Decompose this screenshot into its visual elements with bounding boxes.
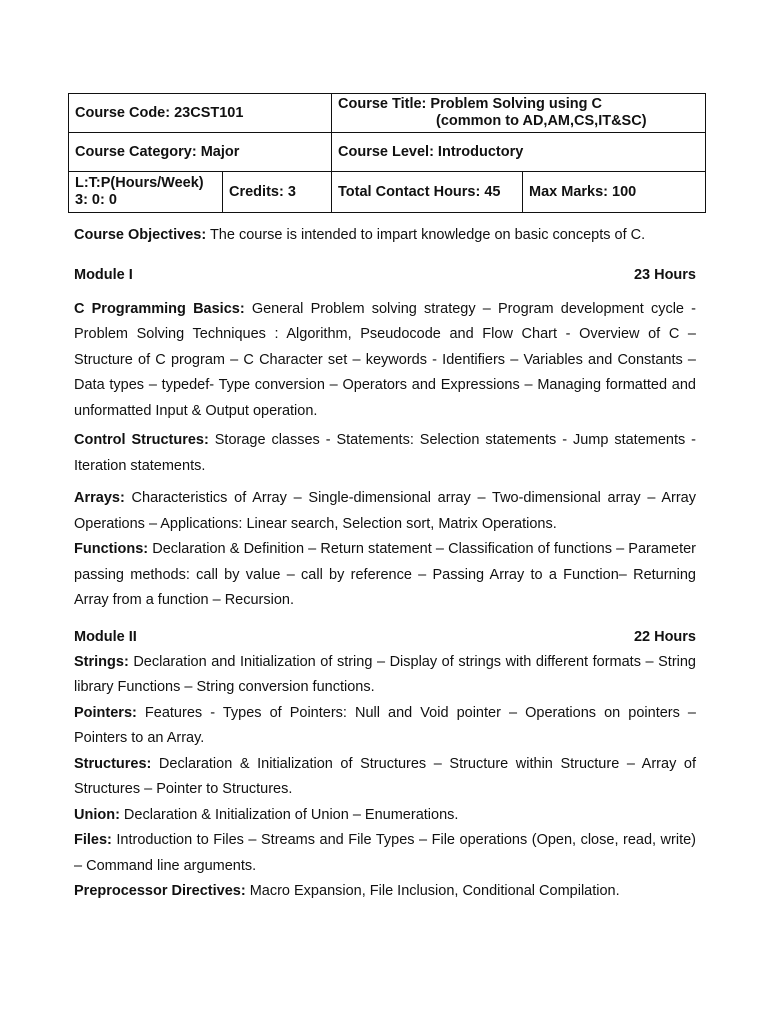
objectives-label: Course Objectives:: [74, 227, 207, 243]
topic-text: Declaration and Initialization of string – Display of strings with different formats – String library Functions – String conversion functions.: [74, 653, 696, 695]
topic-text: Introduction to Files – Streams and File Types – File operations (Open, close, read, write) – Command line arguments.: [74, 832, 696, 874]
topic-text: Declaration & Definition – Return statement – Classification of functions – Parameter passing methods: call by value – call by reference – Passing Array to a Function– Returning Array from a function – Recursion.: [74, 541, 696, 608]
topic-paragraph: [74, 803, 696, 829]
topic-label: Union:: [74, 806, 120, 823]
topic-paragraph: [74, 828, 696, 879]
course-title-line: Course Title: Problem Solving using C: [338, 96, 603, 112]
topic-label: C Programming Basics:: [74, 300, 245, 317]
objectives-text: The course is intended to impart knowledge on basic concepts of C.: [206, 227, 646, 243]
contact-hours-cell: Total Contact Hours: 45: [332, 172, 523, 213]
module-title: Module II: [74, 628, 137, 645]
topic-label: Preprocessor Directives:: [74, 883, 246, 899]
module-heading: [74, 625, 696, 650]
max-marks-cell: Max Marks: 100: [523, 172, 706, 213]
course-title-cell: [332, 94, 706, 133]
topic-label: Pointers:: [74, 704, 137, 721]
topic-label: Strings:: [74, 653, 129, 670]
topic-text: Declaration & Initialization of Structures – Structure within Structure – Array of Structures – Pointer to Structures.: [74, 755, 696, 797]
ltp-label: L:T:P(Hours/Week): [75, 175, 204, 191]
course-objectives: [74, 223, 696, 249]
course-title-subline: (common to AD,AM,CS,IT&SC): [436, 113, 647, 129]
topic-paragraph: [74, 537, 696, 614]
topic-paragraph: [74, 486, 696, 537]
topic-text: Storage classes - Statements: Selection statements - Jump statements - Iteration statements.: [74, 432, 697, 474]
topic-text: Declaration & Initialization of Union – Enumerations.: [119, 806, 459, 823]
topic-paragraph: [74, 879, 696, 905]
topic-paragraph: [74, 297, 696, 425]
course-info-table: [68, 93, 706, 213]
module-hours: 23 Hours: [633, 266, 696, 283]
course-info-row: [69, 172, 706, 213]
topic-label: Functions:: [74, 541, 149, 557]
course-level-cell: Course Level: Introductory: [332, 133, 706, 172]
topic-text: Features - Types of Pointers: Null and Void pointer – Operations on pointers – Pointers to an Array.: [74, 704, 696, 746]
ltp-cell: [69, 172, 223, 213]
topic-label: Structures:: [74, 755, 152, 772]
topic-text: Characteristics of Array – Single-dimensional array – Two-dimensional array – Array Operations – Applications: Linear search, Selection sort, Matrix Operations.: [74, 490, 696, 532]
topic-paragraph: [74, 701, 696, 752]
topic-paragraph: [74, 428, 696, 479]
topic-label: Arrays:: [74, 490, 125, 506]
course-info-row: [69, 94, 706, 133]
credits-cell: Credits: 3: [223, 172, 332, 213]
course-category-cell: Course Category: Major: [69, 133, 332, 172]
topic-paragraph: [74, 752, 696, 803]
module-hours: 22 Hours: [633, 628, 696, 645]
course-info-row: [69, 133, 706, 172]
module-title: Module I: [74, 266, 133, 283]
topic-text: General Problem solving strategy – Program development cycle - Problem Solving Techniques : Algorithm, Pseudocode and Flow Chart - Overview of C – Structure of C program – C Character set – keywords - Identifiers – Variables and Constants – Data types – typedef- Type conversion – Operators and Expressions – Managing formatted and unformatted Input & Output operation.: [74, 300, 696, 419]
course-code-cell: Course Code: 23CST101: [69, 94, 332, 133]
ltp-value: 3: 0: 0: [75, 192, 117, 208]
module-heading: [74, 263, 696, 288]
syllabus-content: [74, 223, 696, 905]
topic-paragraph: [74, 650, 696, 701]
topic-label: Control Structures:: [74, 432, 209, 448]
topic-label: Files:: [74, 832, 112, 848]
topic-text: Macro Expansion, File Inclusion, Conditional Compilation.: [245, 883, 620, 899]
